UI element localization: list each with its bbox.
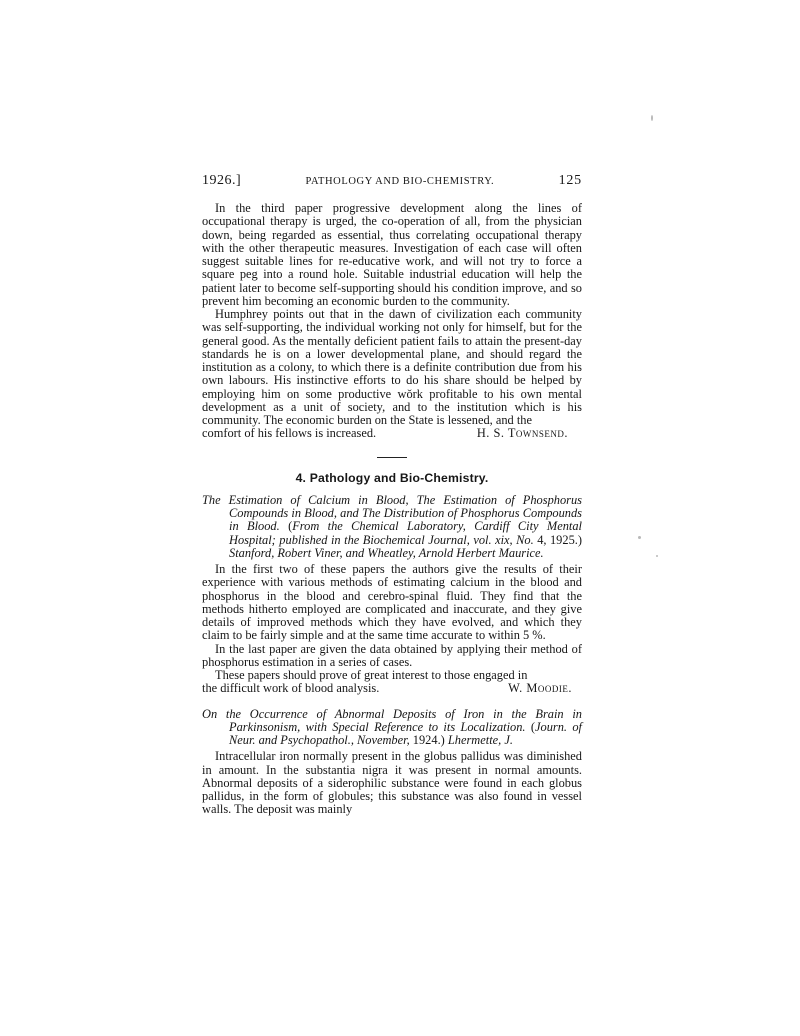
- paragraph-last-line: comfort of his fellows is increased.: [202, 426, 377, 441]
- paragraph: Intracellular iron normally present in the globus pallidus was diminished in amount. In the substantia nigra it was present in normal amounts. Abnormal deposits of a siderophilic substance were found in each globus pallidus, in the form of globules; this substance was also found in vessel walls. The deposit was mainly: [202, 749, 582, 817]
- running-title: PATHOLOGY AND BIO-CHEMISTRY.: [305, 176, 495, 187]
- paragraph: In the first two of these papers the authors give the results of their experience with various methods of estimating calcium in the blood and phosphorus in the blood and cerebro-spinal fluid. They find that the methods hitherto employed are complicated and inaccurate, and they give details of improved methods which they have evolved, and which they claim to be fairly simple and at the same time accurate to within 5 %.: [202, 562, 582, 643]
- section-divider: [377, 457, 407, 458]
- scan-speck: [656, 555, 658, 557]
- citation-paren: (: [530, 719, 536, 734]
- citation-title: The Estimation of Calcium in Blood, The Estimation of Phosphorus Compounds in Blood, and The Distribution of Phosphorus Compounds in Blood.: [202, 492, 582, 534]
- signature-line: [202, 682, 582, 695]
- author-signature: W. Moodie.: [508, 681, 572, 696]
- signature-line: [202, 427, 582, 440]
- paragraph: Humphrey points out that in the dawn of civilization each community was self-supporting, the individual working not only for himself, but for the general good. As the mentally deficient patient fails to attain the present-day standards he is on a lower developmental plane, and should regard the institution as a colony, to which there is a definite contribution due from his own labours. His instinctive efforts to do his share should be helped by employing him on some productive wǒrk profitable to his own mental development as a unit of society, and to the institution which is his community. The economic burden on the State is lessened, and the: [202, 307, 582, 427]
- citation-authors: Stanford, Robert Viner, and Wheatley, Arnold Herbert Maurice.: [229, 545, 544, 560]
- citation-date: 1924.): [412, 733, 445, 747]
- scan-speck: [638, 536, 641, 539]
- paragraph: In the last paper are given the data obtained by applying their method of phosphorus estimation in a series of cases.: [202, 641, 582, 669]
- author-signature: H. S. Townsend.: [476, 426, 568, 441]
- scan-speck: [651, 115, 653, 121]
- header-year: 1926.]: [202, 173, 242, 188]
- article-citation: [202, 708, 582, 748]
- section-heading: 4. Pathology and Bio-Chemistry.: [295, 470, 489, 485]
- citation-authors: Lhermette, J.: [444, 733, 513, 747]
- page-number: 125: [558, 173, 582, 188]
- citation-paren: (: [288, 519, 293, 534]
- citation-title: On the Occurrence of Abnormal Deposits of Iron in the Brain in Parkinsonism, with Special Reference to its Localization.: [202, 706, 582, 734]
- citation-date: 4, 1925.): [537, 532, 582, 547]
- citation-source: From the Chemical Laboratory, Cardiff City Mental Hospital; published in the Biochemical Journal, vol. xix, No.: [229, 519, 583, 547]
- text-column: [202, 174, 582, 817]
- citation-source: Journ. of Neur. and Psychopathol., November,: [229, 719, 582, 747]
- running-header: [202, 174, 582, 202]
- paragraph-last-line: the difficult work of blood analysis.: [202, 681, 380, 696]
- article-citation: [202, 494, 582, 560]
- paragraph: These papers should prove of great interest to those engaged in: [215, 668, 528, 682]
- paragraph: In the third paper progressive development along the lines of occupational therapy is urged, the co-operation of all, from the physician down, being regarded as essential, thus correlating occupational therapy with the other therapeutic measures. Investigation of each case will often suggest suitable lines for re-educative work, and will not try to force a square peg into a round hole. Suitable industrial education will help the patient later to become self-supporting should his condition improve, and so prevent him becoming an economic burden to the community.: [202, 201, 582, 308]
